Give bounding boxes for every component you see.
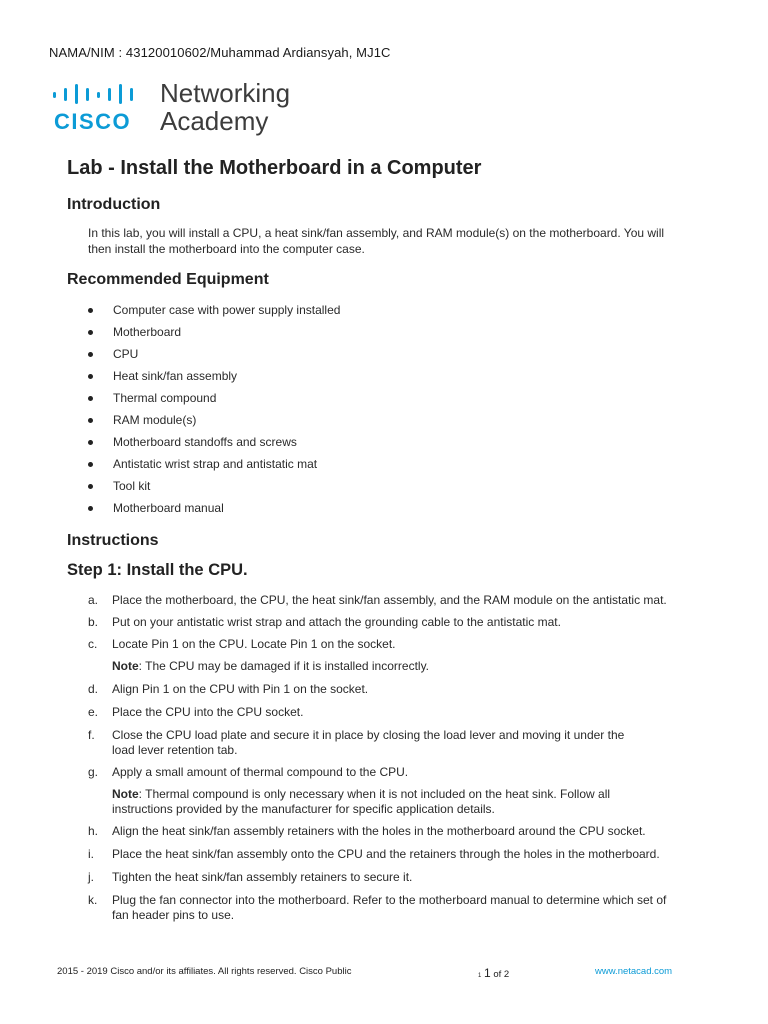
bullet-icon [88, 374, 93, 379]
introduction-heading: Introduction [67, 196, 161, 213]
list-item: RAM module(s) [88, 411, 688, 433]
list-item: Motherboard [88, 323, 688, 345]
introduction-line-2: then install the motherboard into the computer case. [88, 242, 365, 256]
bullet-icon [88, 462, 93, 467]
bullet-icon [88, 484, 93, 489]
list-item: Tool kit [88, 477, 688, 499]
bullet-icon [88, 440, 93, 445]
instructions-heading: Instructions [67, 532, 159, 549]
bullet-icon [88, 396, 93, 401]
cisco-networking-academy-logo [53, 78, 313, 138]
list-item: Computer case with power supply installed [88, 301, 688, 323]
student-info-line: NAMA/NIM : 43120010602/Muhammad Ardiansyah, MJ1C [49, 45, 391, 60]
list-item: Motherboard manual [88, 499, 688, 521]
footer-copyright: 2015 - 2019 Cisco and/or its affiliates. All rights reserved. Cisco Public [57, 966, 352, 977]
list-item: Heat sink/fan assembly [88, 367, 688, 389]
list-item: Motherboard standoffs and screws [88, 433, 688, 455]
document-title: Lab - Install the Motherboard in a Computer [67, 157, 482, 179]
equipment-list [88, 301, 688, 521]
list-item: Antistatic wrist strap and antistatic mat [88, 455, 688, 477]
list-item: CPU [88, 345, 688, 367]
list-item: Thermal compound [88, 389, 688, 411]
bullet-icon [88, 418, 93, 423]
bullet-icon [88, 330, 93, 335]
cisco-bars-icon [53, 83, 135, 105]
introduction-text [88, 225, 728, 257]
bullet-icon [88, 506, 93, 511]
footer-page-number: 1 1 of 2 [478, 966, 510, 980]
equipment-heading: Recommended Equipment [67, 271, 269, 288]
bullet-icon [88, 352, 93, 357]
bullet-icon [88, 308, 93, 313]
logo-academy-text: Academy [160, 106, 269, 136]
introduction-line-1: In this lab, you will install a CPU, a heat sink/fan assembly, and RAM module(s) on the motherboard. You will [88, 226, 665, 240]
cisco-wordmark: CISCO [54, 109, 132, 134]
footer-url-link[interactable]: www.netacad.com [595, 966, 673, 977]
logo-networking-text: Networking [160, 78, 291, 108]
step1-heading: Step 1: Install the CPU. [67, 561, 248, 579]
